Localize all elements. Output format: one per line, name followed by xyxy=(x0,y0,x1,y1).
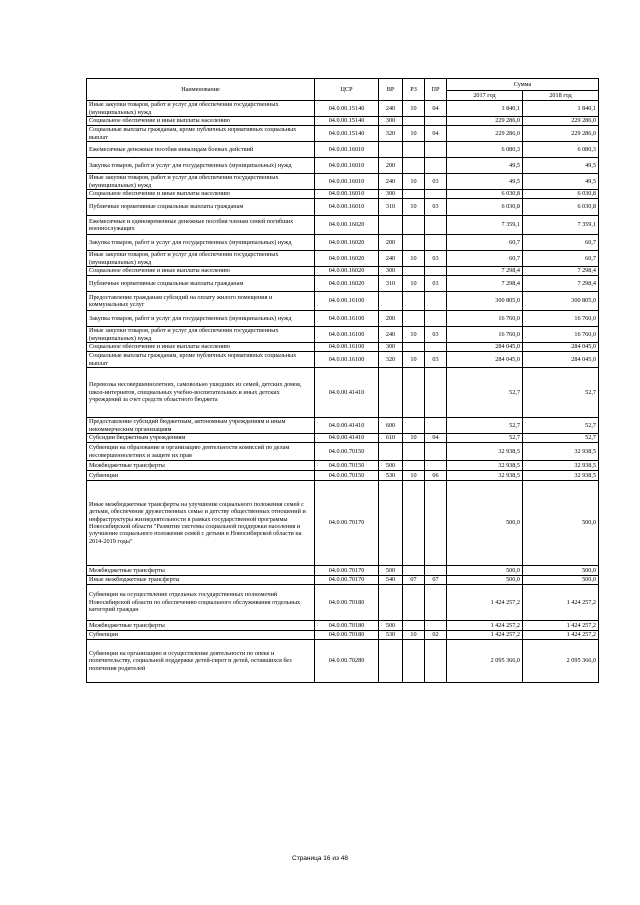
row-name: Социальные выплаты гражданам, кроме публичных нормативных социальных выплат xyxy=(87,352,315,368)
row-sum-2018: 6 080,3 xyxy=(523,142,599,158)
row-csr: 04.0.00.16010 xyxy=(315,199,379,216)
row-rz xyxy=(403,443,425,461)
row-sum-2017: 7 298,4 xyxy=(447,267,523,276)
row-sum-2017: 284 045,0 xyxy=(447,352,523,368)
table-row xyxy=(87,174,599,190)
header-sum: Сумма xyxy=(447,79,599,91)
header-vr: ВР xyxy=(379,79,403,101)
table-row xyxy=(87,101,599,117)
row-csr: 04.0.00.16010 xyxy=(315,158,379,174)
header-2018: 2018 год xyxy=(523,91,599,101)
row-vr: 540 xyxy=(379,576,403,585)
row-sum-2018: 7 359,1 xyxy=(523,216,599,235)
row-rz xyxy=(403,621,425,631)
row-sum-2018: 500,0 xyxy=(523,481,599,566)
header-name: Наименование xyxy=(87,79,315,101)
row-pr xyxy=(425,481,447,566)
header-pr: ПР xyxy=(425,79,447,101)
row-name: Иные закупки товаров, работ и услуг для обеспечения государственных (муниципальных) нужд xyxy=(87,251,315,267)
row-sum-2017: 6 080,3 xyxy=(447,142,523,158)
row-sum-2017: 32 938,5 xyxy=(447,443,523,461)
row-csr: 04.0.00.16020 xyxy=(315,276,379,292)
row-csr: 04.0.00.16010 xyxy=(315,142,379,158)
table-row xyxy=(87,199,599,216)
table-row xyxy=(87,216,599,235)
row-name: Субвенции на осуществление отдельных государственных полномочий Новосибирской области по обеспечению социального обслуживания отдельных категорий граждан xyxy=(87,585,315,621)
row-rz xyxy=(403,216,425,235)
row-rz xyxy=(403,311,425,327)
row-csr: 04.0.00.16100 xyxy=(315,292,379,311)
row-vr: 500 xyxy=(379,621,403,631)
row-sum-2018: 500,0 xyxy=(523,576,599,585)
row-pr xyxy=(425,267,447,276)
row-rz: 10 xyxy=(403,174,425,190)
row-pr xyxy=(425,640,447,683)
table-row xyxy=(87,276,599,292)
row-name: Межбюджетные трансферты xyxy=(87,566,315,576)
row-pr xyxy=(425,190,447,199)
row-vr: 300 xyxy=(379,190,403,199)
row-rz: 10 xyxy=(403,352,425,368)
row-sum-2017: 52,7 xyxy=(447,418,523,434)
row-rz xyxy=(403,117,425,126)
row-pr xyxy=(425,311,447,327)
row-rz: 10 xyxy=(403,126,425,142)
row-vr: 240 xyxy=(379,174,403,190)
row-vr: 300 xyxy=(379,343,403,352)
row-name: Предоставление субсидий бюджетным, автономным учреждениям и иным некоммерческим организациям xyxy=(87,418,315,434)
row-vr: 300 xyxy=(379,117,403,126)
row-name: Субсидии бюджетным учреждениям xyxy=(87,434,315,443)
row-name: Социальные выплаты гражданам, кроме публичных нормативных социальных выплат xyxy=(87,126,315,142)
row-pr xyxy=(425,117,447,126)
row-pr xyxy=(425,216,447,235)
row-vr: 530 xyxy=(379,631,403,640)
row-pr: 03 xyxy=(425,352,447,368)
row-sum-2017: 1 424 257,2 xyxy=(447,585,523,621)
row-csr: 04.0.00.70170 xyxy=(315,576,379,585)
table-row xyxy=(87,267,599,276)
row-name: Субвенции на организацию и осуществление деятельности по опеке и попечительству, социальной поддержке детей-сирот и детей, оставшихся без попечения родителей xyxy=(87,640,315,683)
row-csr: 04.0.00.41410 xyxy=(315,418,379,434)
row-sum-2018: 32 938,5 xyxy=(523,461,599,471)
table-row xyxy=(87,471,599,481)
table-row xyxy=(87,461,599,471)
row-sum-2017: 1 840,1 xyxy=(447,101,523,117)
row-csr: 04.0.00.16020 xyxy=(315,251,379,267)
table-row xyxy=(87,327,599,343)
row-name: Межбюджетные трансферты xyxy=(87,621,315,631)
row-sum-2017: 300 805,0 xyxy=(447,292,523,311)
row-pr xyxy=(425,292,447,311)
row-pr xyxy=(425,621,447,631)
budget-table xyxy=(86,78,599,683)
table-row xyxy=(87,418,599,434)
row-csr: 04.0.00.15140 xyxy=(315,117,379,126)
row-rz xyxy=(403,461,425,471)
row-name: Публичные нормативные социальные выплаты гражданам xyxy=(87,199,315,216)
row-sum-2017: 52,7 xyxy=(447,434,523,443)
row-csr: 04.0.00.16100 xyxy=(315,327,379,343)
table-row xyxy=(87,235,599,251)
row-pr: 03 xyxy=(425,174,447,190)
row-rz xyxy=(403,418,425,434)
row-sum-2017: 49,5 xyxy=(447,158,523,174)
row-csr: 04.0.00.16020 xyxy=(315,216,379,235)
row-sum-2018: 1 840,1 xyxy=(523,101,599,117)
table-row xyxy=(87,585,599,621)
row-csr: 04.0.00.70180 xyxy=(315,631,379,640)
row-pr xyxy=(425,461,447,471)
table-row xyxy=(87,368,599,418)
row-csr: 04.0.00.70180 xyxy=(315,621,379,631)
row-pr xyxy=(425,343,447,352)
row-vr: 530 xyxy=(379,471,403,481)
row-sum-2017: 32 938,5 xyxy=(447,461,523,471)
row-sum-2018: 52,7 xyxy=(523,368,599,418)
row-pr xyxy=(425,142,447,158)
row-csr: 04.0.00.70150 xyxy=(315,443,379,461)
row-csr: 04.0.00.16100 xyxy=(315,352,379,368)
page-footer: Страница 16 из 48 xyxy=(292,855,348,862)
table-row xyxy=(87,640,599,683)
table-row xyxy=(87,158,599,174)
row-sum-2018: 500,0 xyxy=(523,566,599,576)
row-name: Социальное обеспечение и иные выплаты населению xyxy=(87,343,315,352)
row-rz xyxy=(403,235,425,251)
row-sum-2018: 49,5 xyxy=(523,158,599,174)
row-pr: 02 xyxy=(425,631,447,640)
row-vr xyxy=(379,443,403,461)
row-sum-2018: 52,7 xyxy=(523,418,599,434)
row-sum-2018: 32 938,5 xyxy=(523,471,599,481)
row-sum-2018: 60,7 xyxy=(523,235,599,251)
row-rz: 10 xyxy=(403,276,425,292)
row-sum-2017: 16 760,0 xyxy=(447,327,523,343)
row-csr: 04.0.00.16020 xyxy=(315,235,379,251)
row-sum-2018: 1 424 257,2 xyxy=(523,585,599,621)
row-pr: 06 xyxy=(425,471,447,481)
header-csr: ЦСР xyxy=(315,79,379,101)
row-name: Иные закупки товаров, работ и услуг для обеспечения государственных (муниципальных) нужд xyxy=(87,101,315,117)
row-vr: 300 xyxy=(379,267,403,276)
row-name: Публичные нормативные социальные выплаты гражданам xyxy=(87,276,315,292)
row-sum-2018: 229 286,0 xyxy=(523,117,599,126)
row-vr: 200 xyxy=(379,158,403,174)
row-csr: 04.0.00.16010 xyxy=(315,174,379,190)
row-pr xyxy=(425,368,447,418)
row-pr xyxy=(425,418,447,434)
row-vr: 240 xyxy=(379,327,403,343)
row-sum-2017: 1 424 257,2 xyxy=(447,621,523,631)
row-name: Социальное обеспечение и иные выплаты населению xyxy=(87,267,315,276)
row-csr: 04.0.00.16020 xyxy=(315,267,379,276)
row-sum-2018: 7 298,4 xyxy=(523,276,599,292)
table-row xyxy=(87,481,599,566)
row-vr: 610 xyxy=(379,434,403,443)
row-vr: 320 xyxy=(379,126,403,142)
row-sum-2018: 229 286,0 xyxy=(523,126,599,142)
row-csr: 04.0.00.16010 xyxy=(315,190,379,199)
row-vr xyxy=(379,481,403,566)
row-sum-2017: 60,7 xyxy=(447,251,523,267)
row-sum-2017: 500,0 xyxy=(447,566,523,576)
row-csr: 04.0.00.41410 xyxy=(315,434,379,443)
row-sum-2017: 6 030,8 xyxy=(447,190,523,199)
row-sum-2017: 1 424 257,2 xyxy=(447,631,523,640)
row-rz xyxy=(403,566,425,576)
row-pr: 07 xyxy=(425,576,447,585)
table-row xyxy=(87,566,599,576)
row-vr xyxy=(379,292,403,311)
row-sum-2018: 300 805,0 xyxy=(523,292,599,311)
row-pr: 03 xyxy=(425,199,447,216)
row-name: Закупка товаров, работ и услуг для государственных (муниципальных) нужд xyxy=(87,158,315,174)
row-name: Иные межбюджетные трансферты xyxy=(87,576,315,585)
row-rz xyxy=(403,142,425,158)
row-pr: 03 xyxy=(425,327,447,343)
row-csr: 04.0.00.70170 xyxy=(315,566,379,576)
row-sum-2018: 16 760,0 xyxy=(523,311,599,327)
row-csr: 04.0.00.70150 xyxy=(315,471,379,481)
table-row xyxy=(87,621,599,631)
row-rz xyxy=(403,368,425,418)
row-sum-2017: 60,7 xyxy=(447,235,523,251)
header-rz: РЗ xyxy=(403,79,425,101)
row-rz: 10 xyxy=(403,101,425,117)
row-sum-2018: 32 938,5 xyxy=(523,443,599,461)
table-row xyxy=(87,343,599,352)
row-vr: 500 xyxy=(379,566,403,576)
row-vr xyxy=(379,368,403,418)
table-row xyxy=(87,576,599,585)
row-vr xyxy=(379,585,403,621)
row-vr: 310 xyxy=(379,199,403,216)
table-header xyxy=(87,79,599,101)
row-csr: 04.0.00.70170 xyxy=(315,481,379,566)
row-csr: 04.0.00.70180 xyxy=(315,585,379,621)
row-name: Межбюджетные трансферты xyxy=(87,461,315,471)
row-sum-2018: 16 760,0 xyxy=(523,327,599,343)
row-rz: 07 xyxy=(403,576,425,585)
row-sum-2018: 52,7 xyxy=(523,434,599,443)
table-row xyxy=(87,190,599,199)
row-rz xyxy=(403,267,425,276)
row-name: Предоставление гражданам субсидий на оплату жилого помещения и коммунальных услуг xyxy=(87,292,315,311)
row-rz: 10 xyxy=(403,327,425,343)
row-name: Субвенции xyxy=(87,471,315,481)
row-sum-2018: 284 045,0 xyxy=(523,352,599,368)
row-sum-2017: 52,7 xyxy=(447,368,523,418)
row-name: Ежемесячные и единовременные денежные пособия членам семей погибших военнослужащих xyxy=(87,216,315,235)
row-name: Перевозка несовершеннолетних, самовольно ушедших из семей, детских домов, школ-интернатов, специальных учебно-воспитательных и иных детских учреждений за счет средств областного бюджета xyxy=(87,368,315,418)
row-csr: 04.0.00.70280 xyxy=(315,640,379,683)
row-sum-2017: 49,5 xyxy=(447,174,523,190)
row-sum-2017: 7 298,4 xyxy=(447,276,523,292)
row-sum-2018: 6 030,8 xyxy=(523,190,599,199)
row-vr: 240 xyxy=(379,251,403,267)
row-name: Субвенции xyxy=(87,631,315,640)
row-name: Иные межбюджетные трансферты на улучшение социального положения семей с детьми, обеспечение дружественных семье и детству общественных отношений и инфраструктуры жизнедеятельности в рамках государственной программы Новосибирской области "Развитие системы социальной поддержки населения и улучшение социального положения семей с детьми в Новосибирской области на 2014-2019 годы" xyxy=(87,481,315,566)
row-vr xyxy=(379,640,403,683)
row-sum-2018: 7 298,4 xyxy=(523,267,599,276)
row-sum-2017: 16 760,0 xyxy=(447,311,523,327)
table-row xyxy=(87,126,599,142)
row-rz: 10 xyxy=(403,434,425,443)
row-vr: 200 xyxy=(379,311,403,327)
row-pr xyxy=(425,158,447,174)
table-row xyxy=(87,352,599,368)
row-rz xyxy=(403,343,425,352)
row-name: Иные закупки товаров, работ и услуг для обеспечения государственных (муниципальных) нужд xyxy=(87,327,315,343)
row-sum-2017: 229 286,0 xyxy=(447,117,523,126)
row-sum-2017: 2 095 366,0 xyxy=(447,640,523,683)
row-vr: 600 xyxy=(379,418,403,434)
row-sum-2018: 2 095 366,0 xyxy=(523,640,599,683)
row-csr: 04.0.00.16100 xyxy=(315,311,379,327)
row-name: Социальное обеспечение и иные выплаты населению xyxy=(87,117,315,126)
row-rz: 10 xyxy=(403,631,425,640)
row-sum-2018: 6 030,8 xyxy=(523,199,599,216)
table-row xyxy=(87,443,599,461)
row-sum-2017: 32 938,5 xyxy=(447,471,523,481)
row-sum-2017: 6 030,8 xyxy=(447,199,523,216)
table-row xyxy=(87,311,599,327)
row-vr: 320 xyxy=(379,352,403,368)
row-name: Закупка товаров, работ и услуг для государственных (муниципальных) нужд xyxy=(87,235,315,251)
row-rz xyxy=(403,585,425,621)
table-row xyxy=(87,117,599,126)
row-csr: 04.0.00.15140 xyxy=(315,101,379,117)
row-vr xyxy=(379,216,403,235)
row-name: Ежемесячные денежные пособия инвалидам боевых действий xyxy=(87,142,315,158)
row-pr: 03 xyxy=(425,276,447,292)
row-sum-2017: 7 359,1 xyxy=(447,216,523,235)
row-rz xyxy=(403,190,425,199)
row-sum-2018: 1 424 257,2 xyxy=(523,621,599,631)
row-rz xyxy=(403,292,425,311)
row-name: Закупка товаров, работ и услуг для государственных (муниципальных) нужд xyxy=(87,311,315,327)
table-row xyxy=(87,292,599,311)
row-rz: 10 xyxy=(403,471,425,481)
row-csr: 04.0.00.15140 xyxy=(315,126,379,142)
row-rz xyxy=(403,640,425,683)
row-pr xyxy=(425,566,447,576)
row-csr: 04.0.00.70150 xyxy=(315,461,379,471)
row-sum-2017: 500,0 xyxy=(447,481,523,566)
row-pr xyxy=(425,585,447,621)
row-name: Субвенции на образование и организацию деятельности комиссий по делам несовершеннолетних и защите их прав xyxy=(87,443,315,461)
row-sum-2018: 60,7 xyxy=(523,251,599,267)
row-vr: 500 xyxy=(379,461,403,471)
row-vr xyxy=(379,142,403,158)
row-rz xyxy=(403,481,425,566)
row-vr: 310 xyxy=(379,276,403,292)
table-row xyxy=(87,434,599,443)
row-pr: 04 xyxy=(425,101,447,117)
table-row xyxy=(87,631,599,640)
row-vr: 240 xyxy=(379,101,403,117)
row-sum-2017: 500,0 xyxy=(447,576,523,585)
row-rz: 10 xyxy=(403,199,425,216)
row-name: Социальное обеспечение и иные выплаты населению xyxy=(87,190,315,199)
row-sum-2018: 1 424 257,2 xyxy=(523,631,599,640)
row-csr: 04.0.00.41410 xyxy=(315,368,379,418)
row-rz: 10 xyxy=(403,251,425,267)
row-sum-2018: 284 045,0 xyxy=(523,343,599,352)
row-name: Иные закупки товаров, работ и услуг для обеспечения государственных (муниципальных) нужд xyxy=(87,174,315,190)
row-vr: 200 xyxy=(379,235,403,251)
row-pr xyxy=(425,443,447,461)
row-sum-2018: 49,5 xyxy=(523,174,599,190)
row-pr: 03 xyxy=(425,251,447,267)
row-pr: 04 xyxy=(425,434,447,443)
row-sum-2017: 229 286,0 xyxy=(447,126,523,142)
row-pr xyxy=(425,235,447,251)
row-csr: 04.0.00.16100 xyxy=(315,343,379,352)
header-2017: 2017 год xyxy=(447,91,523,101)
table-body xyxy=(87,101,599,683)
table-row xyxy=(87,251,599,267)
row-sum-2017: 284 045,0 xyxy=(447,343,523,352)
table-row xyxy=(87,142,599,158)
row-pr: 04 xyxy=(425,126,447,142)
row-rz xyxy=(403,158,425,174)
